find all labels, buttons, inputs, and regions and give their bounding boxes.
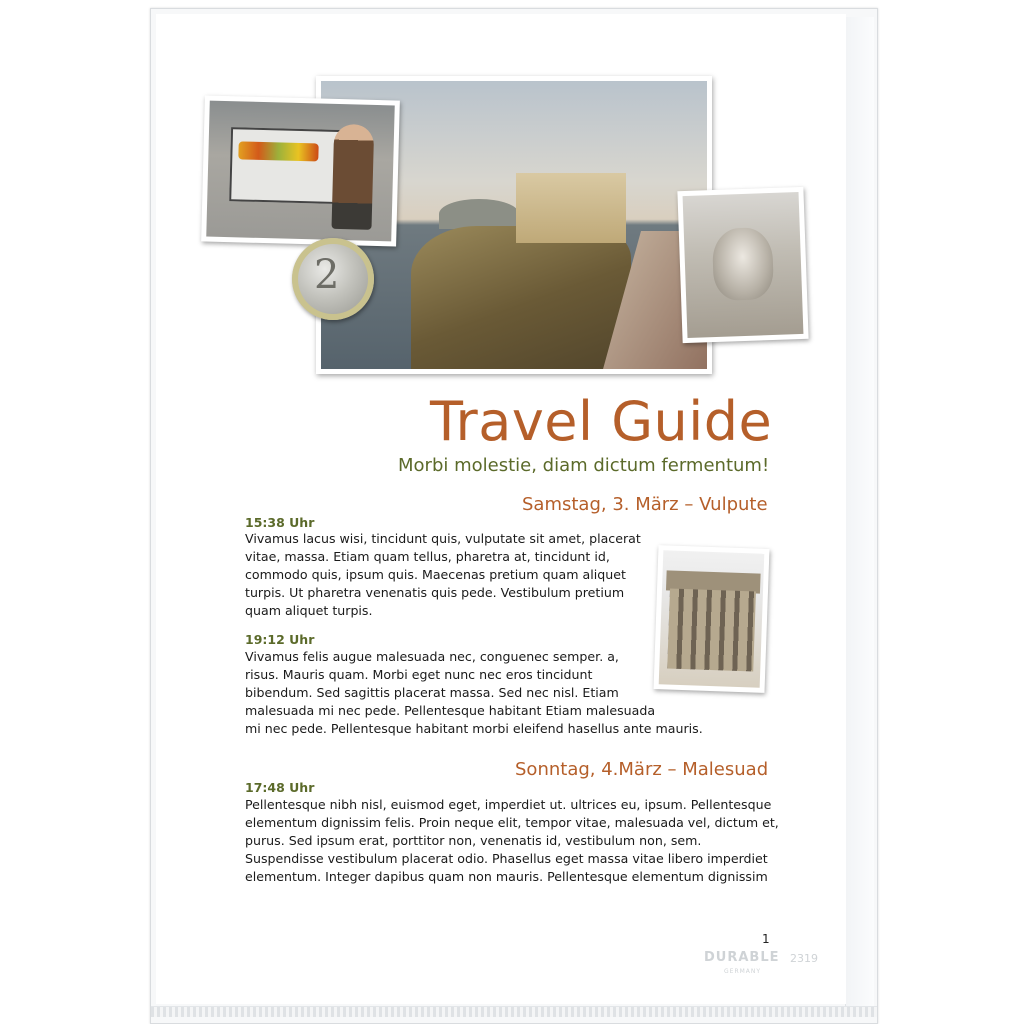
text-line: mi nec pede. Pellentesque habitant morbi eleifend hasellus ante mauris.: [245, 721, 703, 736]
photo-headland: [439, 199, 519, 229]
photo-truck: [229, 127, 345, 204]
brand-country: GERMANY: [724, 968, 762, 975]
sleeve-bottom-seam: [151, 1006, 877, 1017]
text-line: elementum dignissim felis. Proin neque elit, tempor vitae, malesuada vel, dictum et,: [245, 815, 779, 830]
text-line: malesuada mi nec pede. Pellentesque habitant Etiam malesuada: [245, 703, 656, 718]
sleeve-inner-edge: [845, 17, 874, 1015]
euro-coin-image: [292, 238, 374, 320]
text-line: vitae, massa. Etiam quam tellus, pharetra at, tincidunt id,: [245, 549, 610, 564]
entry-text: [245, 796, 779, 886]
text-line: purus. Sed ipsum erat, porttitor non, venenatis id, vestibulum non, sem.: [245, 833, 702, 848]
photo-cliff: [411, 226, 631, 369]
entry-time: 19:12 Uhr: [245, 632, 315, 647]
entry-time: 15:38 Uhr: [245, 515, 315, 530]
text-line: Vivamus felis augue malesuada nec, conguenec semper. a,: [245, 649, 619, 664]
page-number: 1: [762, 932, 770, 946]
coin-value: 2: [314, 252, 340, 298]
photo-fruit: [238, 141, 318, 161]
photo-fountain-face: [712, 227, 774, 301]
photo-woman: [331, 124, 374, 230]
text-line: elementum. Integer dapibus quam non mauris. Pellentesque elementum dignissim: [245, 869, 768, 884]
entry-text: [245, 530, 641, 620]
text-line: Pellentesque nibh nisl, euismod eget, imperdiet ut. ultrices eu, ipsum. Pellentesque: [245, 797, 772, 812]
market-photo: [201, 95, 400, 246]
text-line: commodo quis, ipsum quis. Maecenas pretium quam aliquet: [245, 567, 626, 582]
page-title: Travel Guide: [430, 390, 773, 453]
brand-product-code: 2319: [790, 952, 818, 965]
text-line: risus. Mauris quam. Morbi eget nunc nec eros tincidunt: [245, 667, 593, 682]
entry-text: [245, 648, 703, 738]
text-line: bibendum. Sed sagittis placerat massa. Sed nec nisl. Etiam: [245, 685, 619, 700]
day-heading-saturday: Samstag, 3. März – Vulpute: [522, 494, 768, 515]
fountain-photo: [677, 187, 808, 343]
text-line: Vivamus lacus wisi, tincidunt quis, vulputate sit amet, placerat: [245, 531, 641, 546]
page-subtitle: Morbi molestie, diam dictum fermentum!: [398, 455, 770, 476]
text-line: quam aliquet turpis.: [245, 603, 373, 618]
brand-logo: DURABLE: [704, 950, 780, 965]
photo-villa: [516, 173, 626, 243]
text-line: turpis. Ut pharetra venenatis quis pede. Vestibulum pretium: [245, 585, 625, 600]
entry-time: 17:48 Uhr: [245, 780, 315, 795]
day-heading-sunday: Sonntag, 4.März – Malesuad: [515, 759, 769, 780]
text-line: Suspendisse vestibulum placerat odio. Phasellus eget massa vitae libero imperdiet: [245, 851, 768, 866]
